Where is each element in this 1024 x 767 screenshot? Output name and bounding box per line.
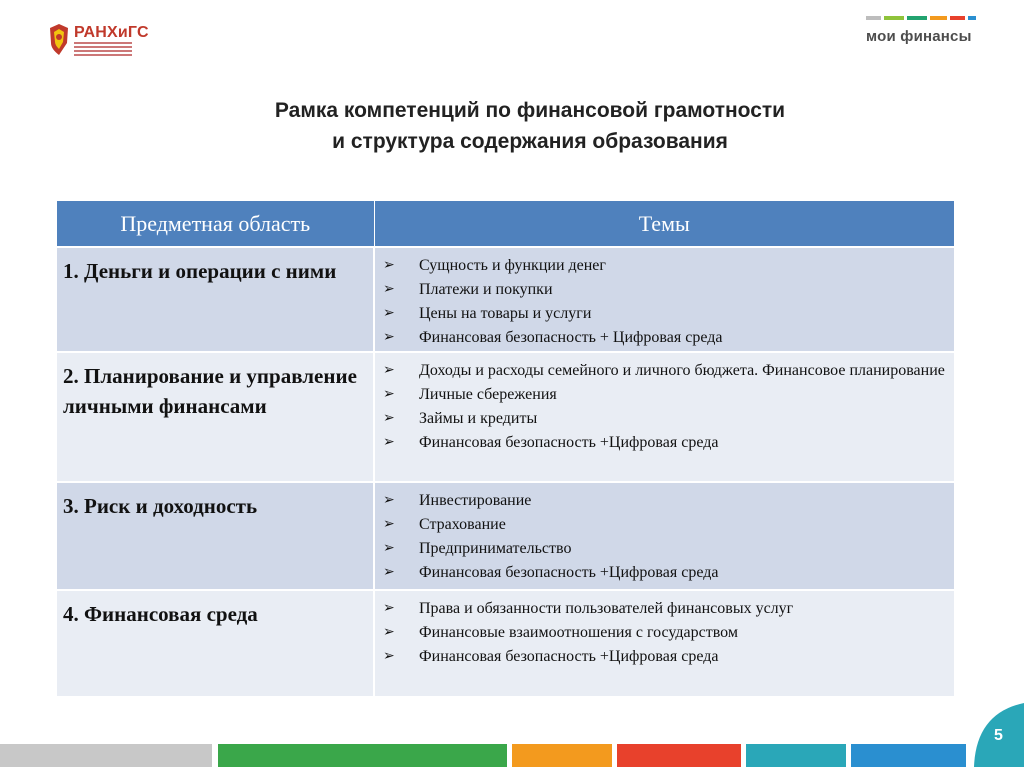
footer-bar (851, 744, 966, 767)
slide-title (150, 95, 910, 157)
logo-stripe (950, 16, 965, 20)
topic-text: Платежи и покупки (419, 281, 553, 298)
table-row (57, 482, 954, 590)
topic-item (383, 621, 954, 645)
table-header-row (57, 201, 954, 247)
footer-bar (617, 744, 741, 767)
arrow-bullet-icon: ➢ (383, 363, 395, 378)
arrow-bullet-icon: ➢ (383, 601, 395, 616)
arrow-bullet-icon: ➢ (383, 387, 395, 402)
topic-text: Займы и кредиты (419, 410, 538, 427)
arrow-bullet-icon: ➢ (383, 493, 395, 508)
logo-stripe (884, 16, 904, 20)
logo-subtitle-lines (74, 42, 149, 56)
table-row (57, 352, 954, 482)
arrow-bullet-icon: ➢ (383, 565, 395, 580)
logo-color-stripes (866, 16, 976, 20)
page-number: 5 (994, 727, 1003, 744)
subject-cell (57, 247, 374, 352)
footer-bar (218, 744, 507, 767)
topics-list (375, 591, 954, 669)
subject-area-label: 1. Деньги и операции с ними (63, 259, 337, 283)
logo-stripe (968, 16, 976, 20)
arrow-bullet-icon: ➢ (383, 517, 395, 532)
arrow-bullet-icon: ➢ (383, 435, 395, 450)
header-topics: Темы (374, 201, 954, 247)
topics-cell (374, 247, 954, 352)
topic-text: Личные сбережения (419, 386, 557, 403)
ranepa-logo (48, 20, 158, 60)
topic-text: Предпринимательство (419, 540, 572, 557)
arrow-bullet-icon: ➢ (383, 649, 395, 664)
subject-cell (57, 352, 374, 482)
topic-item (383, 431, 954, 455)
topic-text: Сущность и функции денег (419, 257, 606, 274)
ranepa-logo-text: РАНХиГС (74, 24, 149, 41)
topics-cell (374, 590, 954, 696)
arrow-bullet-icon: ➢ (383, 282, 395, 297)
topic-item (383, 645, 954, 669)
subject-area-label: 3. Риск и доходность (63, 494, 258, 518)
subject-area-label: 4. Финансовая среда (63, 602, 258, 626)
topic-item (383, 513, 954, 537)
competency-table (57, 201, 954, 696)
topic-text: Цены на товары и услуги (419, 305, 592, 322)
topic-item (383, 407, 954, 431)
crest-icon (48, 23, 70, 57)
topics-cell (374, 482, 954, 590)
topic-item (383, 302, 954, 326)
topic-item (383, 359, 954, 383)
table-row (57, 590, 954, 696)
arrow-bullet-icon: ➢ (383, 541, 395, 556)
topic-item (383, 489, 954, 513)
subject-cell (57, 482, 374, 590)
page-number-badge (966, 703, 1024, 767)
topic-text: Финансовая безопасность +Цифровая среда (419, 434, 719, 451)
arrow-bullet-icon: ➢ (383, 411, 395, 426)
slide-title-line-1: Рамка компетенций по финансовой грамотности (274, 99, 786, 122)
topic-item (383, 537, 954, 561)
topic-item (383, 278, 954, 302)
arrow-bullet-icon: ➢ (383, 330, 395, 345)
topic-text: Финансовая безопасность +Цифровая среда (419, 564, 719, 581)
topic-text: Финансовая безопасность + Цифровая среда (419, 329, 723, 346)
moi-finansy-logo (866, 16, 976, 56)
moi-finansy-logo-text: мои финансы (866, 28, 972, 45)
topic-text: Финансовые взаимоотношения с государством (419, 624, 738, 641)
arrow-bullet-icon: ➢ (383, 625, 395, 640)
table-row (57, 247, 954, 352)
topic-item (383, 597, 954, 621)
topic-text: Доходы и расходы семейного и личного бюджета. Финансовое планирование (419, 362, 945, 379)
topic-item (383, 561, 954, 585)
logo-stripe (866, 16, 881, 20)
footer-bar (0, 744, 212, 767)
topic-item (383, 383, 954, 407)
footer-bar (512, 744, 612, 767)
topics-cell (374, 352, 954, 482)
topic-item (383, 254, 954, 278)
slide-title-line-2: и структура содержания образования (332, 130, 728, 153)
logo-stripe (930, 16, 947, 20)
header-subject-area: Предметная область (57, 201, 374, 247)
footer-bar (746, 744, 846, 767)
arrow-bullet-icon: ➢ (383, 258, 395, 273)
topic-item (383, 326, 954, 350)
topics-list (375, 248, 954, 350)
subject-area-label: 2. Планирование и управление личными финансами (63, 364, 357, 418)
logo-stripe (907, 16, 927, 20)
subject-cell (57, 590, 374, 696)
topic-text: Финансовая безопасность +Цифровая среда (419, 648, 719, 665)
topics-list (375, 353, 954, 455)
arrow-bullet-icon: ➢ (383, 306, 395, 321)
topic-text: Страхование (419, 516, 506, 533)
topic-text: Инвестирование (419, 492, 532, 509)
topic-text: Права и обязанности пользователей финансовых услуг (419, 600, 794, 617)
topics-list (375, 483, 954, 585)
